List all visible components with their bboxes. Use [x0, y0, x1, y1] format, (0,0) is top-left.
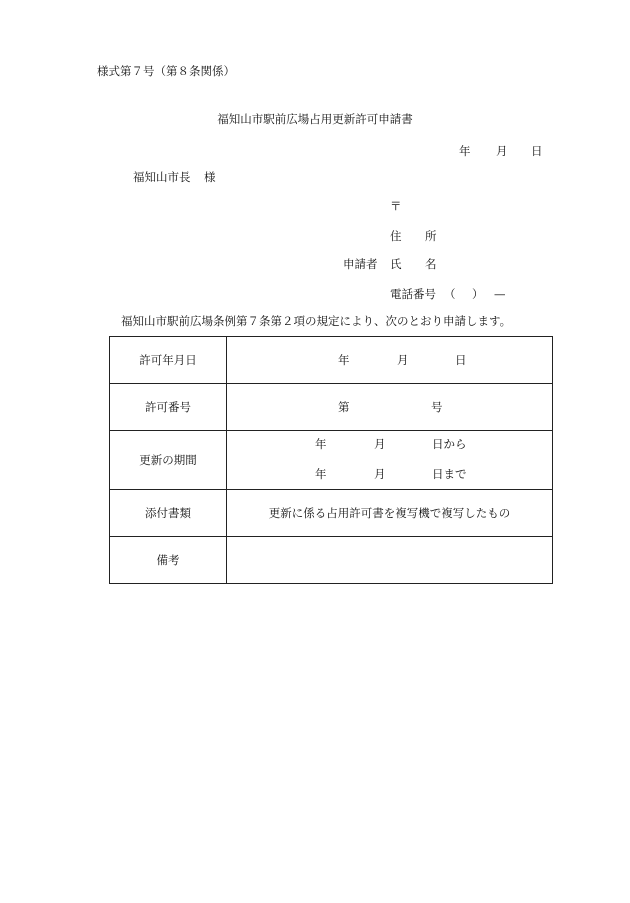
- permit-date-day-label: 日: [455, 353, 467, 367]
- date-month-label: 月: [496, 144, 508, 158]
- renewal-from-month-label: 月: [374, 437, 386, 451]
- application-table: [109, 336, 553, 584]
- address-label-second: 所: [425, 229, 437, 243]
- remarks-field[interactable]: [227, 537, 553, 584]
- renewal-to-day-label: 日まで: [432, 467, 467, 481]
- remarks-label: 備考: [110, 537, 227, 584]
- permit-date-year-label: 年: [338, 353, 350, 367]
- name-label-first: 氏: [390, 257, 402, 271]
- renewal-from-year-label: 年: [315, 437, 327, 451]
- form-number: 様式第７号（第８条関係）: [97, 64, 235, 78]
- permit-number-suffix: 号: [431, 400, 443, 414]
- postal-mark: 〒: [390, 199, 402, 213]
- table-row-renewal-period: [110, 431, 553, 490]
- date-day-label: 日: [531, 144, 543, 158]
- permit-number-label: 許可番号: [110, 384, 227, 431]
- application-statement: 福知山市駅前広場条例第７条第２項の規定により、次のとおり申請します。: [121, 314, 512, 328]
- phone-open-paren: （: [444, 287, 456, 301]
- permit-date-label: 許可年月日: [110, 337, 227, 384]
- table-row-permit-number: [110, 384, 553, 431]
- permit-number-field[interactable]: [227, 384, 553, 431]
- permit-date-field[interactable]: [227, 337, 553, 384]
- phone-label: 電話番号: [390, 287, 436, 301]
- table-row-attachments: [110, 490, 553, 537]
- addressee-honorific: 様: [204, 170, 216, 184]
- permit-number-prefix: 第: [338, 400, 350, 414]
- name-label-second: 名: [425, 257, 437, 271]
- table-row-permit-date: [110, 337, 553, 384]
- renewal-from-day-label: 日から: [432, 437, 467, 451]
- applicant-role-label: 申請者: [343, 257, 378, 271]
- renewal-to-month-label: 月: [374, 467, 386, 481]
- renewal-period-field[interactable]: [227, 431, 553, 490]
- date-year-label: 年: [459, 144, 471, 158]
- phone-close-paren: ）: [472, 287, 484, 301]
- document-title: 福知山市駅前広場占用更新許可申請書: [217, 112, 413, 126]
- table-row-remarks: [110, 537, 553, 584]
- renewal-period-label: 更新の期間: [110, 431, 227, 490]
- attachments-label: 添付書類: [110, 490, 227, 537]
- phone-dash: —: [494, 287, 506, 301]
- address-label-first: 住: [390, 229, 402, 243]
- addressee-name: 福知山市長: [133, 170, 191, 184]
- renewal-to-year-label: 年: [315, 467, 327, 481]
- permit-date-month-label: 月: [397, 353, 409, 367]
- attachments-value: 更新に係る占用許可書を複写機で複写したもの: [227, 490, 553, 537]
